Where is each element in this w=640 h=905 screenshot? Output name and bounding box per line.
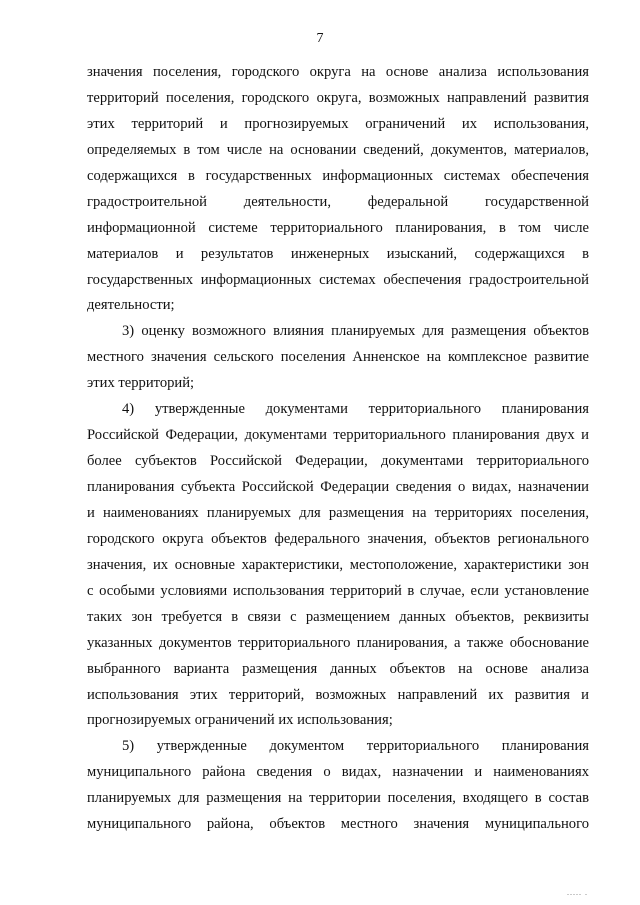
text-line: прогнозируемых ограничений их использования; [87,712,393,729]
text-line: муниципального района, объектов местного значения муниципального [87,816,589,833]
list-item-3-first-line: 3) оценку возможного влияния планируемых для размещения объектов [122,323,589,340]
text-line: выбранного варианта размещения данных объектов на основе анализа [87,660,589,677]
text-line: определяемых в том числе на основании сведений, документов, материалов, [87,141,589,158]
text-line: Российской Федерации, документами территориального планирования двух и [87,427,589,444]
footer-mark: ..... . [567,888,588,897]
text-line: информационной системе территориального планирования, в том числе [87,219,589,236]
text-line: градостроительной деятельности, федеральной государственной [87,193,589,210]
text-line: содержащихся в государственных информационных системах обеспечения [87,167,589,184]
list-item-5-first-line: 5) утвержденные документом территориального планирования [122,738,589,755]
document-body [87,60,589,838]
text-line: значения, их основные характеристики, местоположение, характеристики зон [87,556,589,573]
text-line: местного значения сельского поселения Анненское на комплексное развитие [87,349,589,366]
text-line: указанных документов территориального планирования, а также обоснование [87,634,589,651]
text-line: планирования субъекта Российской Федерации сведения о видах, назначении [87,479,589,495]
text-line: городского округа объектов федерального значения, объектов регионального [87,530,589,547]
list-item-4-first-line: 4) утвержденные документами территориального планирования [122,401,589,418]
text-line: использования этих территорий, возможных направлений их развития и [87,686,589,703]
text-line: государственных информационных системах обеспечения градостроительной [87,271,589,288]
text-line: и наименованиях планируемых для размещения на территориях поселения, [87,504,589,521]
text-line: значения поселения, городского округа на основе анализа использования [87,64,589,80]
text-line: деятельности; [87,297,175,314]
text-line: этих территорий; [87,375,195,392]
text-line: этих территорий и прогнозируемых ограничений их использования, [87,115,589,132]
text-line: планируемых для размещения на территории поселения, входящего в состав [87,790,589,807]
page-number: 7 [316,31,324,46]
text-line: более субъектов Российской Федерации, документами территориального [87,453,589,470]
text-line: материалов и результатов инженерных изысканий, содержащихся в [87,245,589,262]
text-line: территорий поселения, городского округа, возможных направлений развития [87,89,589,106]
text-line: с особыми условиями использования территорий в случае, если установление [87,582,589,599]
text-line: муниципального района сведения о видах, назначении и наименованиях [87,764,589,781]
text-line: таких зон требуется в связи с размещением данных объектов, реквизиты [87,608,589,625]
